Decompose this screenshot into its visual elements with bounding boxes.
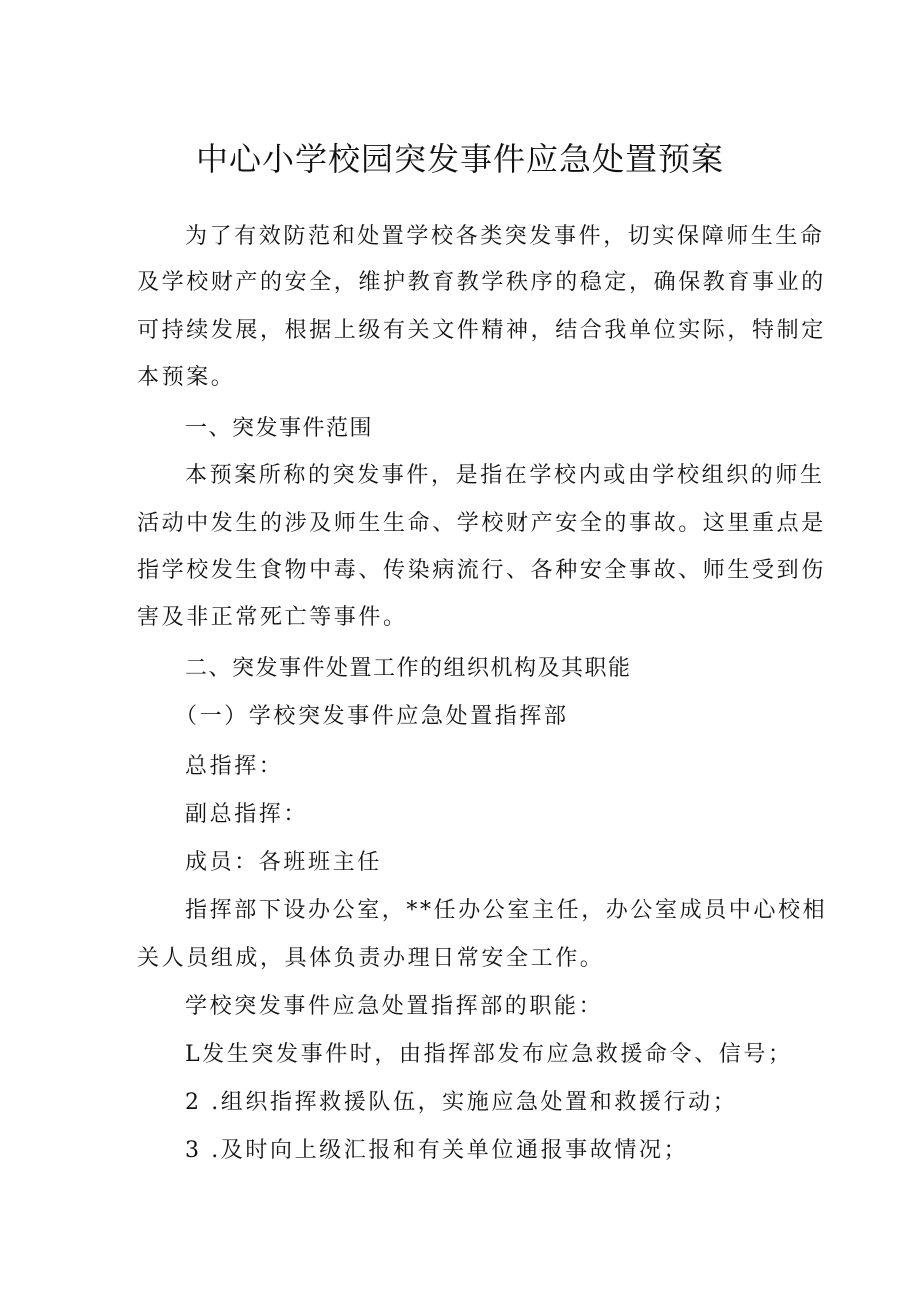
- intro-line-3: 可持续发展，根据上级有关文件精神，结合我单位实际，特制定: [137, 318, 826, 343]
- function-item-3: 3 .及时向上级汇报和有关单位通报事故情况；: [185, 1138, 689, 1163]
- section-1-line-4: 害及非正常死亡等事件。: [137, 605, 408, 630]
- section-2-subheading: （一）学校突发事件应急处置指挥部: [175, 704, 569, 729]
- document-title: 中心小学校园突发事件应急处置预案: [195, 140, 724, 178]
- functions-heading: 学校突发事件应急处置指挥部的职能：: [185, 994, 604, 1019]
- section-1-line-2: 活动中发生的涉及师生生命、学校财产安全的事故。这里重点是: [137, 511, 826, 536]
- intro-line-4: 本预案。: [137, 365, 236, 390]
- chief-commander-line: 总指挥：: [185, 754, 284, 779]
- section-1-heading: 一、突发事件范围: [185, 416, 374, 441]
- intro-line-1: 为了有效防范和处置学校各类突发事件，切实保障师生生命: [185, 224, 825, 249]
- section-1-line-3: 指学校发生食物中毒、传染病流行、各种安全事故、师生受到伤: [137, 558, 826, 583]
- intro-line-2: 及学校财产的安全，维护教育教学秩序的稳定，确保教育事业的: [137, 270, 826, 295]
- function-item-1: L发生突发事件时，由指挥部发布应急救援命令、信号；: [185, 1042, 793, 1067]
- members-line: 成员：各班班主任: [185, 850, 382, 875]
- deputy-commander-line: 副总指挥：: [185, 802, 309, 827]
- office-line-2: 关人员组成，具体负责办理日常安全工作。: [137, 946, 605, 971]
- section-2-heading: 二、突发事件处置工作的组织机构及其职能: [185, 656, 632, 681]
- section-1-line-1: 本预案所称的突发事件，是指在学校内或由学校组织的师生: [185, 463, 825, 488]
- office-line-1: 指挥部下设办公室，**任办公室主任，办公室成员中心校相: [185, 898, 828, 923]
- function-item-2: 2 .组织指挥救援队伍，实施应急处置和救援行动；: [185, 1090, 738, 1115]
